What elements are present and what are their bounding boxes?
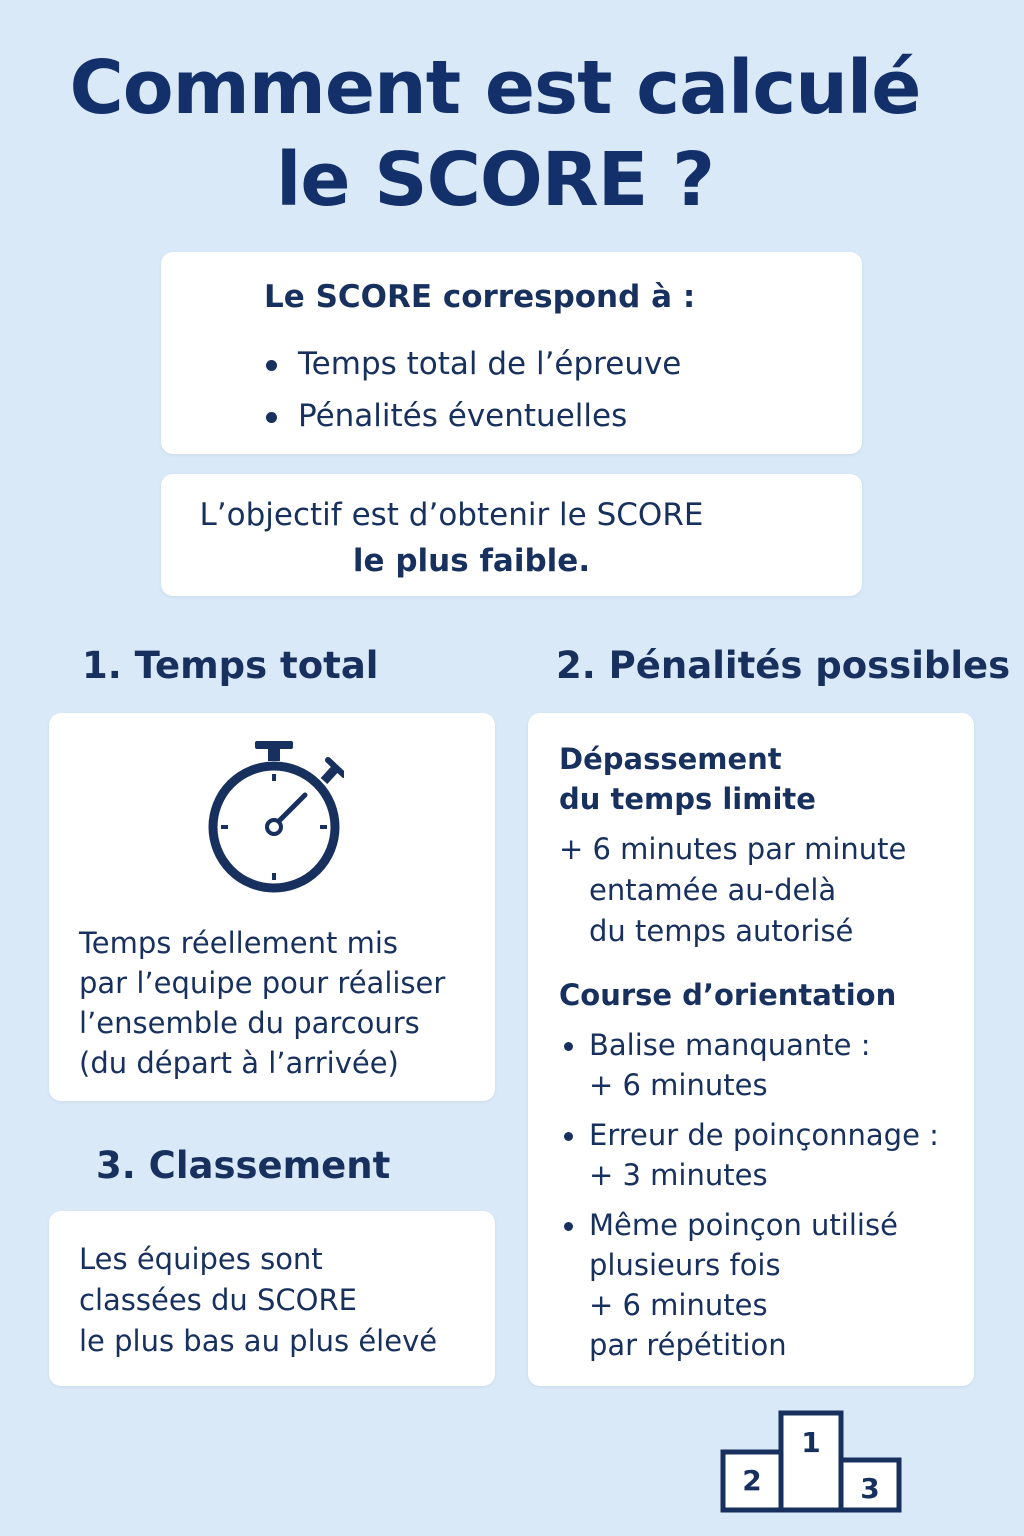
text-line: du temps autorisé bbox=[589, 914, 854, 948]
goal-card bbox=[161, 474, 862, 596]
score-definition-heading: Le SCORE correspond à : bbox=[264, 279, 696, 315]
list-item bbox=[559, 1025, 969, 1105]
title-line-2: le SCORE ? bbox=[275, 137, 715, 223]
orienteering-penalties-list bbox=[559, 1025, 969, 1375]
text-line: plusieurs fois bbox=[589, 1248, 781, 1282]
text-line: Dépassement bbox=[559, 742, 782, 776]
text-line: + 6 minutes bbox=[589, 1068, 768, 1102]
text-line: + 6 minutes par minute bbox=[559, 832, 907, 866]
podium-second-label: 2 bbox=[742, 1464, 762, 1497]
list-item: Pénalités éventuelles bbox=[264, 390, 681, 442]
text-line: Balise manquante : bbox=[589, 1028, 871, 1062]
title-line-1: Comment est calculé bbox=[69, 45, 921, 131]
text-line: par l’equipe pour réaliser bbox=[79, 966, 446, 1000]
score-definition-card bbox=[161, 252, 862, 454]
time-limit-detail bbox=[559, 829, 906, 952]
penalties-card bbox=[528, 713, 974, 1386]
list-item bbox=[559, 1205, 969, 1365]
list-item: Temps total de l’épreuve bbox=[264, 338, 681, 390]
section-title-total-time: 1. Temps total bbox=[82, 644, 379, 687]
text-line: Temps réellement mis bbox=[79, 926, 399, 960]
text-line: (du départ à l’arrivée) bbox=[79, 1046, 399, 1080]
section-title-penalties: 2. Pénalités possibles bbox=[556, 644, 1011, 687]
score-components-list bbox=[264, 338, 681, 442]
goal-text: L’objectif est d’obtenir le SCORE bbox=[199, 497, 704, 533]
podium-first-label: 1 bbox=[801, 1426, 821, 1459]
stopwatch-icon bbox=[204, 741, 344, 901]
text-line: Les équipes sont bbox=[79, 1242, 323, 1276]
text-line: entamée au-delà bbox=[589, 873, 837, 907]
time-limit-heading bbox=[559, 739, 816, 819]
text-line: classées du SCORE bbox=[79, 1283, 357, 1317]
list-item bbox=[559, 1115, 969, 1195]
text-line: + 3 minutes bbox=[589, 1158, 768, 1192]
podium-third-label: 3 bbox=[860, 1472, 880, 1505]
text-line: par répétition bbox=[589, 1328, 787, 1362]
ranking-description bbox=[79, 1239, 437, 1362]
total-time-card bbox=[49, 713, 495, 1101]
text-line: Même poinçon utilisé bbox=[589, 1208, 898, 1242]
text-line: Erreur de poinçonnage : bbox=[589, 1118, 939, 1152]
text-line: du temps limite bbox=[559, 782, 816, 816]
text-line: l’ensemble du parcours bbox=[79, 1006, 420, 1040]
text-line: + 6 minutes bbox=[589, 1288, 768, 1322]
section-title-ranking: 3. Classement bbox=[96, 1144, 391, 1187]
orienteering-heading: Course d’orientation bbox=[559, 978, 897, 1012]
text-line: le plus bas au plus élevé bbox=[79, 1324, 438, 1358]
total-time-description bbox=[79, 923, 489, 1083]
page-title bbox=[0, 42, 990, 226]
podium-icon bbox=[720, 1410, 904, 1514]
goal-emphasis: le plus faible. bbox=[352, 543, 591, 579]
ranking-card bbox=[49, 1211, 495, 1386]
